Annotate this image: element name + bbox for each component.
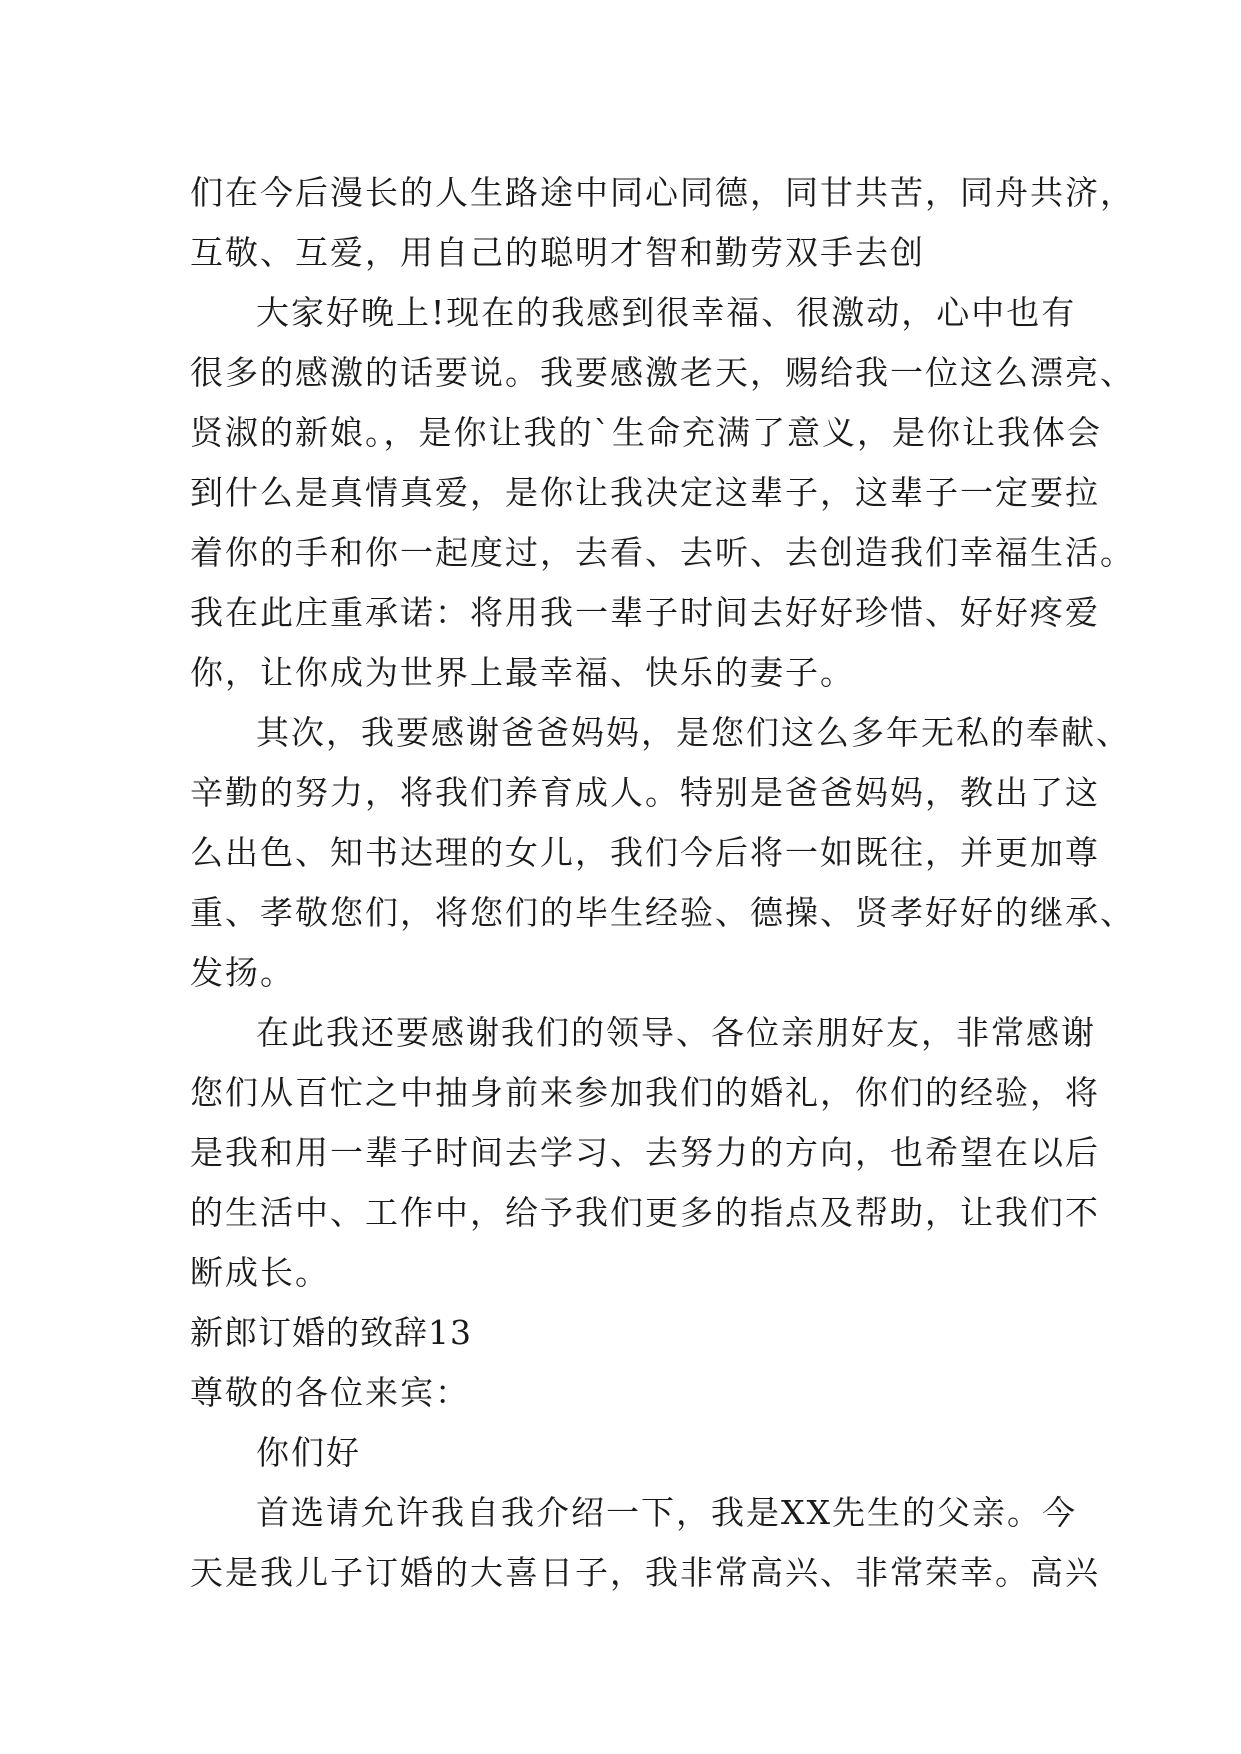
text-line: 互敬、互爱，用自己的聪明才智和勤劳双手去创 bbox=[190, 233, 925, 272]
text-line: 你，让你成为世界上最幸福、快乐的妻子。 bbox=[190, 653, 855, 692]
text-line: 辛勤的努力，将我们养育成人。特别是爸爸妈妈，教出了这 bbox=[190, 773, 1100, 812]
section-heading: 新郎订婚的致辞13 bbox=[190, 1313, 472, 1352]
salutation: 尊敬的各位来宾： bbox=[190, 1373, 470, 1412]
text-line: 您们从百忙之中抽身前来参加我们的婚礼，你们的经验，将 bbox=[190, 1073, 1100, 1112]
greeting: 你们好 bbox=[256, 1433, 361, 1472]
text-line: 着你的手和你一起度过，去看、去听、去创造我们幸福生活。 bbox=[190, 533, 1135, 572]
text-line: 我在此庄重承诺：将用我一辈子时间去好好珍惜、好好疼爱 bbox=[190, 593, 1100, 632]
paragraph-start: 其次，我要感谢爸爸妈妈，是您们这么多年无私的奉献、 bbox=[256, 713, 1131, 752]
text-line: 发扬。 bbox=[190, 953, 295, 992]
text-line: 是我和用一辈子时间去学习、去努力的方向，也希望在以后 bbox=[190, 1133, 1100, 1172]
text-line: 们在今后漫长的人生路途中同心同德，同甘共苦，同舟共济， bbox=[190, 173, 1135, 212]
text-line: 很多的感激的话要说。我要感激老天，赐给我一位这么漂亮、 bbox=[190, 353, 1135, 392]
paragraph-start: 大家好晚上!现在的我感到很幸福、很激动，心中也有 bbox=[256, 293, 1077, 332]
text-line: 的生活中、工作中，给予我们更多的指点及帮助，让我们不 bbox=[190, 1193, 1100, 1232]
text-line: 到什么是真情真爱，是你让我决定这辈子，这辈子一定要拉 bbox=[190, 473, 1100, 512]
text-line: 贤淑的新娘。，是你让我的`生命充满了意义，是你让我体会 bbox=[190, 413, 1102, 452]
text-line: 天是我儿子订婚的大喜日子，我非常高兴、非常荣幸。高兴 bbox=[190, 1553, 1100, 1592]
body-text bbox=[190, 163, 1135, 1603]
paragraph-start: 首选请允许我自我介绍一下，我是XX先生的父亲。今 bbox=[256, 1493, 1077, 1532]
text-line: 么出色、知书达理的女儿，我们今后将一如既往，并更加尊 bbox=[190, 833, 1100, 872]
paragraph-start: 在此我还要感谢我们的领导、各位亲朋好友，非常感谢 bbox=[256, 1013, 1096, 1052]
text-line: 断成长。 bbox=[190, 1253, 330, 1292]
text-line: 重、孝敬您们，将您们的毕生经验、德操、贤孝好好的继承、 bbox=[190, 893, 1135, 932]
